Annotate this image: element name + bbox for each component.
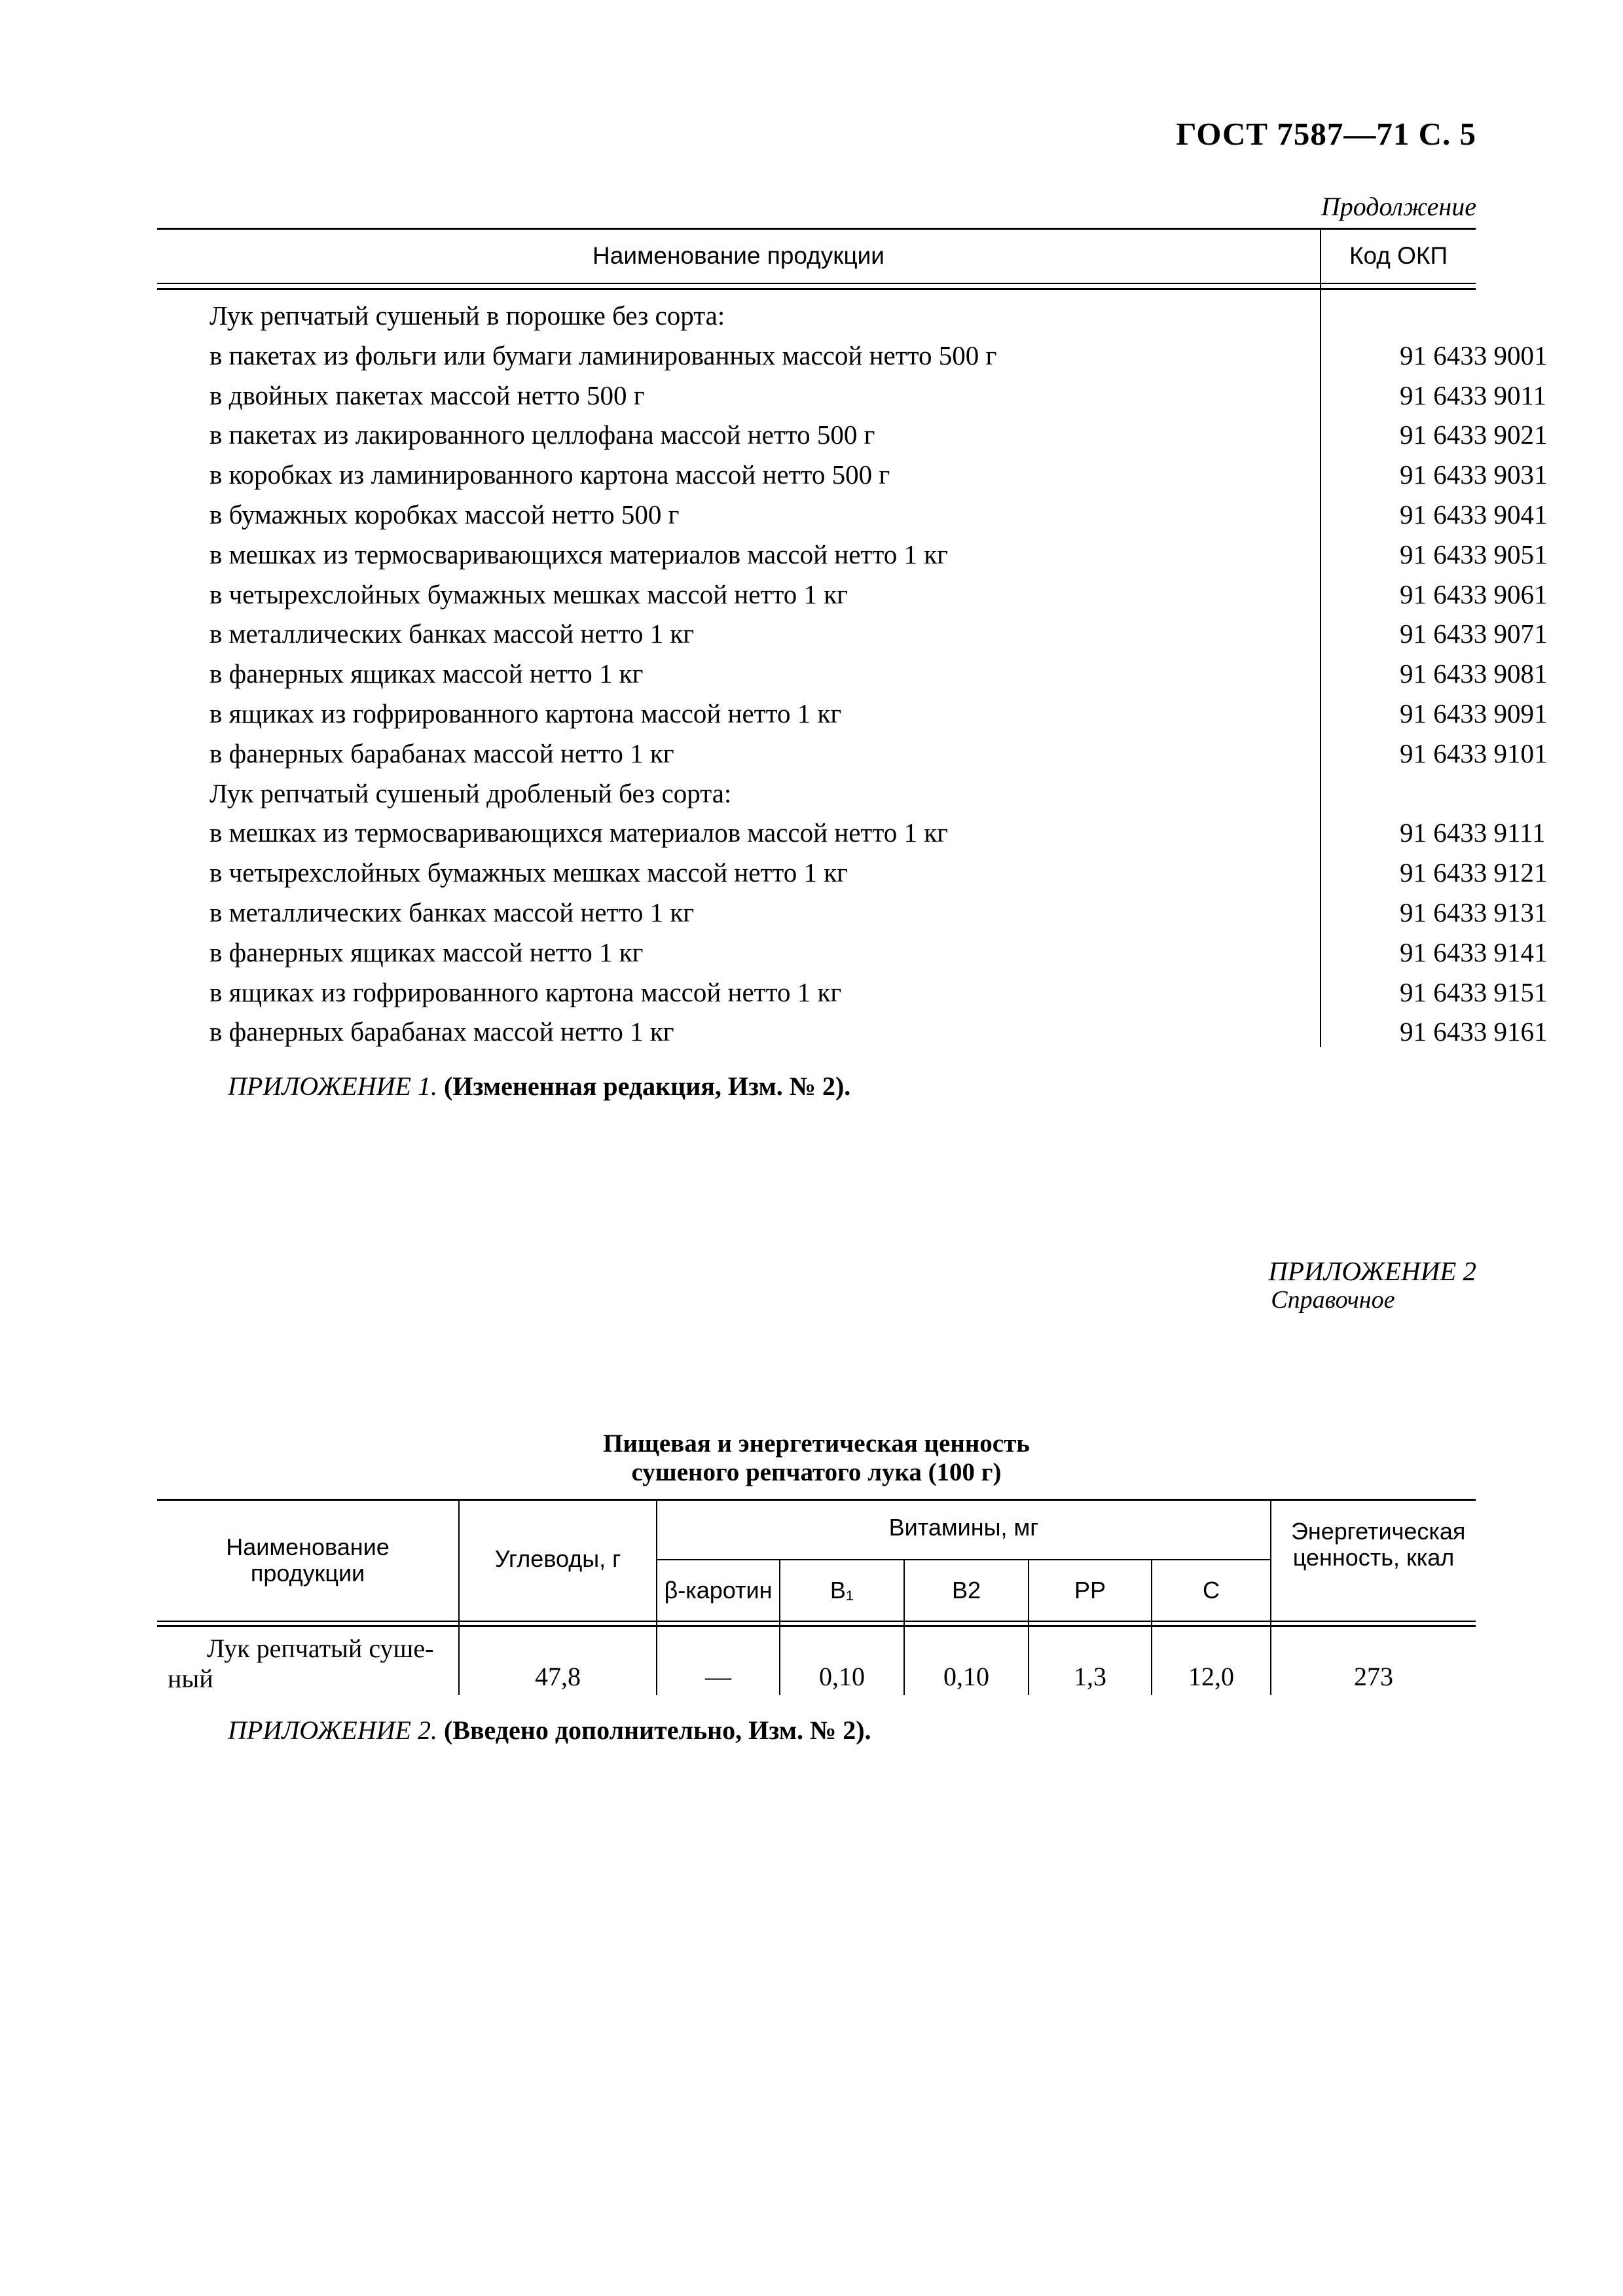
table-row — [157, 415, 1548, 455]
table-body — [157, 296, 1548, 1052]
row-product-name: в пакетах из лакированного целлофана массой нетто 500 г — [210, 420, 875, 450]
appendix2-heading — [1268, 1257, 1476, 1314]
appendix2-subtitle: Справочное — [1271, 1286, 1395, 1314]
table-row — [157, 973, 1548, 1013]
row-okp-code: 91 6433 9091 — [1400, 698, 1548, 728]
row-product-name: в бумажных коробках массой нетто 500 г — [210, 499, 680, 529]
row-b2: 0,10 — [943, 1662, 989, 1691]
table-header-rule — [157, 283, 1476, 284]
row-okp-code: 91 6433 9111 — [1400, 817, 1546, 848]
table-row — [157, 654, 1548, 694]
appendix2-title: ПРИЛОЖЕНИЕ 2 — [1268, 1256, 1476, 1286]
row-okp-code: 91 6433 9071 — [1400, 619, 1548, 649]
header-b1: B₁ — [830, 1577, 854, 1604]
table-row — [157, 614, 1548, 654]
row-product-name: в фанерных ящиках массой нетто 1 кг — [210, 937, 644, 967]
row-okp-code: 91 6433 9151 — [1400, 977, 1548, 1007]
row-energy: 273 — [1354, 1662, 1393, 1691]
table-row — [157, 933, 1548, 973]
row-okp-code: 91 6433 9001 — [1400, 340, 1548, 370]
row-product-name: в коробках из ламинированного картона массой нетто 500 г — [210, 459, 890, 490]
header-vitamins: Витамины, мг — [888, 1514, 1039, 1541]
row-okp-code: 91 6433 9011 — [1400, 380, 1546, 410]
row-product-name: в мешках из термосваривающихся материалов массой нетто 1 кг — [210, 539, 948, 569]
table-row — [157, 376, 1546, 416]
row-name-line2: ный — [168, 1664, 213, 1693]
table-row — [157, 495, 1548, 535]
table-row — [157, 694, 1548, 734]
row-product-name: в фанерных барабанах массой нетто 1 кг — [210, 738, 674, 768]
row-okp-code: 91 6433 9121 — [1400, 857, 1548, 888]
appendix2-note-label: ПРИЛОЖЕНИЕ 2. — [228, 1715, 437, 1745]
table-group-row — [157, 774, 1476, 814]
row-product-name: в четырехслойных бумажных мешках массой нетто 1 кг — [210, 857, 848, 888]
nutrition-table — [157, 1499, 1476, 1695]
row-b1: 0,10 — [819, 1662, 865, 1691]
row-beta-carotene: — — [705, 1662, 731, 1691]
table-row — [157, 575, 1548, 615]
row-product-name: в металлических банках массой нетто 1 кг — [210, 619, 695, 649]
continuation-label: Продолжение — [1321, 192, 1476, 221]
row-okp-code: 91 6433 9081 — [1400, 658, 1548, 689]
row-okp-code: 91 6433 9031 — [1400, 459, 1548, 490]
header-c: C — [1203, 1577, 1220, 1604]
table-row — [157, 336, 1548, 376]
appendix2-note-text: (Введено дополнительно, Изм. № 2). — [443, 1715, 871, 1745]
row-product-name: в двойных пакетах массой нетто 500 г — [210, 380, 645, 410]
row-product-name: в четырехслойных бумажных мешках массой нетто 1 кг — [210, 579, 848, 609]
row-product-name: Лук репчатый сушеный дробленый без сорта: — [210, 778, 732, 808]
row-product-name: в ящиках из гофрированного картона массой нетто 1 кг — [210, 977, 842, 1007]
row-okp-code: 91 6433 9021 — [1400, 420, 1548, 450]
column-header-name: Наименование продукции — [593, 242, 884, 269]
table2-title — [157, 1429, 1476, 1487]
row-okp-code: 91 6433 9141 — [1400, 937, 1548, 967]
appendix1-note — [228, 1071, 850, 1102]
header-pp: PP — [1074, 1577, 1106, 1604]
table2-header-rule-double — [157, 1625, 1476, 1627]
table2-top-rule — [157, 1499, 1476, 1501]
table2-vitamins-rule — [656, 1559, 1271, 1560]
table-row — [157, 893, 1548, 933]
table-row — [157, 853, 1548, 893]
table-row — [157, 455, 1548, 495]
appendix2-note — [228, 1715, 871, 1746]
row-okp-code: 91 6433 9131 — [1400, 897, 1548, 927]
row-product-name: в пакетах из фольги или бумаги ламинированных массой нетто 500 г — [210, 340, 997, 370]
row-product-name: в ящиках из гофрированного картона массой нетто 1 кг — [210, 698, 842, 728]
header-name: Наименование продукции — [226, 1534, 390, 1587]
row-product-name: в фанерных ящиках массой нетто 1 кг — [210, 658, 644, 689]
row-name — [157, 1634, 445, 1694]
row-okp-code: 91 6433 9061 — [1400, 579, 1548, 609]
row-carbs: 47,8 — [535, 1662, 581, 1691]
appendix1-note-label: ПРИЛОЖЕНИЕ 1. — [228, 1071, 437, 1101]
table2-title-line1: Пищевая и энергетическая ценность — [603, 1429, 1030, 1458]
table2-header-rule — [157, 1621, 1476, 1622]
appendix1-note-text: (Измененная редакция, Изм. № 2). — [443, 1071, 851, 1101]
row-okp-code: 91 6433 9051 — [1400, 539, 1548, 569]
row-okp-code: 91 6433 9101 — [1400, 738, 1548, 768]
row-product-name: в мешках из термосваривающихся материалов массой нетто 1 кг — [210, 817, 948, 848]
table-header-rule-double — [157, 288, 1476, 290]
header-energy: Энергетическая ценность, ккал — [1291, 1518, 1466, 1571]
table-row — [157, 734, 1548, 774]
row-okp-code: 91 6433 9161 — [1400, 1016, 1548, 1047]
header-b2: B2 — [951, 1577, 981, 1604]
header-carbs: Углеводы, г — [494, 1545, 621, 1572]
table-row — [157, 1012, 1548, 1052]
table-top-rule — [157, 228, 1476, 230]
header-beta-carotene: β-каротин — [664, 1577, 773, 1604]
table-row — [157, 535, 1548, 575]
row-name-line1: Лук репчатый суше- — [207, 1634, 434, 1663]
table-row — [157, 813, 1546, 853]
column-header-code: Код ОКП — [1349, 242, 1448, 269]
table2-title-line2: сушеного репчатого лука (100 г) — [631, 1458, 1002, 1486]
row-product-name: в металлических банках массой нетто 1 кг — [210, 897, 695, 927]
row-pp: 1,3 — [1074, 1662, 1106, 1691]
row-okp-code: 91 6433 9041 — [1400, 499, 1548, 529]
table-group-row — [157, 296, 1476, 336]
row-c: 12,0 — [1188, 1662, 1234, 1691]
row-product-name: в фанерных барабанах массой нетто 1 кг — [210, 1016, 674, 1047]
row-product-name: Лук репчатый сушеный в порошке без сорта: — [210, 300, 725, 331]
page-header: ГОСТ 7587—71 С. 5 — [1176, 116, 1476, 152]
